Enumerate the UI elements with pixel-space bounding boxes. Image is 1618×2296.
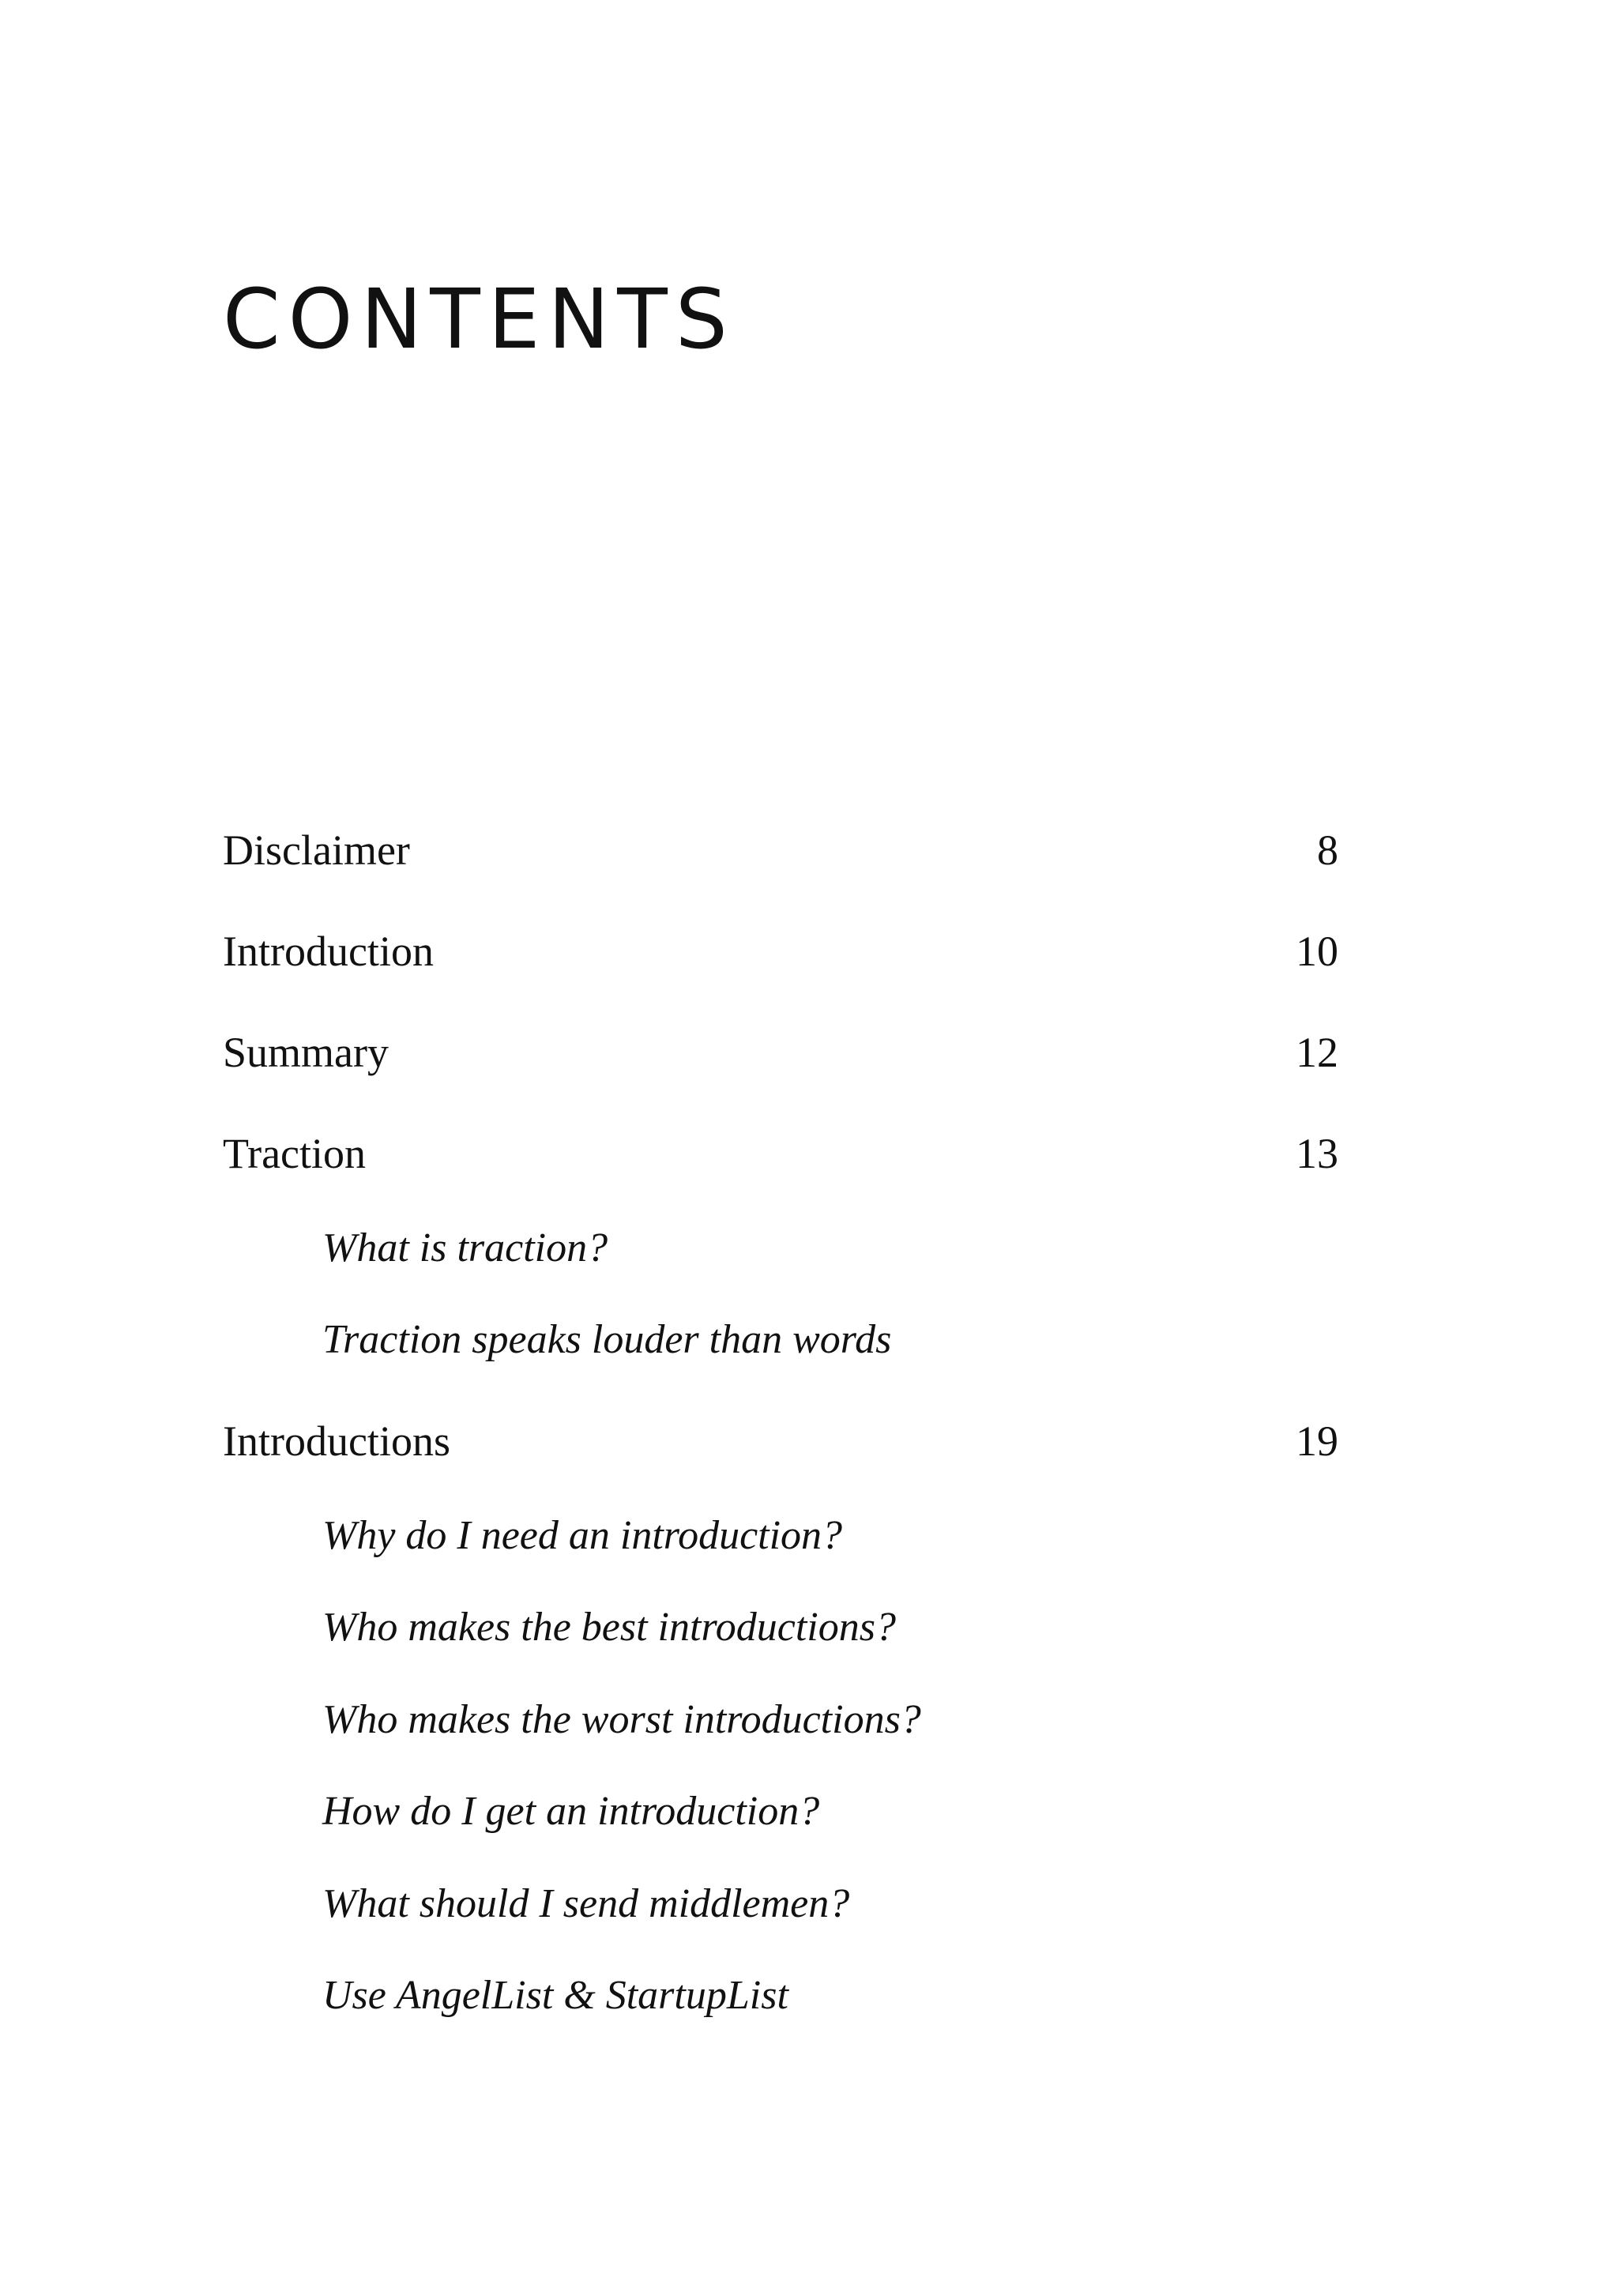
chapter-title: Summary: [223, 1029, 389, 1076]
chapter-title: Disclaimer: [223, 826, 410, 874]
page-number: 13: [1296, 1130, 1338, 1177]
page-number: 10: [1296, 928, 1338, 975]
toc-subsection-traction-speaks-louder[interactable]: Traction speaks louder than words: [322, 1317, 892, 1362]
toc-entry-disclaimer[interactable]: [223, 819, 1338, 882]
toc-entry-summary[interactable]: [223, 1021, 1338, 1084]
chapter-title: Introductions: [223, 1417, 450, 1465]
toc-subsection-why-introduction[interactable]: Why do I need an introduction?: [322, 1513, 843, 1558]
toc-entry-introductions[interactable]: [223, 1410, 1338, 1473]
page-number: 8: [1317, 826, 1338, 874]
toc-entry-traction[interactable]: [223, 1122, 1338, 1185]
page-title: CONTENTS: [223, 271, 736, 367]
toc-subsection-what-is-traction[interactable]: What is traction?: [322, 1225, 608, 1270]
chapter-title: Traction: [223, 1130, 367, 1177]
toc-subsection-send-middlemen[interactable]: What should I send middlemen?: [322, 1881, 850, 1926]
toc-subsection-best-introductions[interactable]: Who makes the best introductions?: [322, 1605, 896, 1650]
page-number: 19: [1296, 1417, 1338, 1465]
toc-subsection-worst-introductions[interactable]: Who makes the worst introductions?: [322, 1697, 921, 1742]
toc-subsection-angellist-startuplist[interactable]: Use AngelList & StartupList: [322, 1973, 788, 2018]
toc-subsection-get-introduction[interactable]: How do I get an introduction?: [322, 1789, 820, 1834]
chapter-title: Introduction: [223, 928, 434, 975]
page-number: 12: [1296, 1029, 1338, 1076]
toc-entry-introduction[interactable]: [223, 920, 1338, 983]
